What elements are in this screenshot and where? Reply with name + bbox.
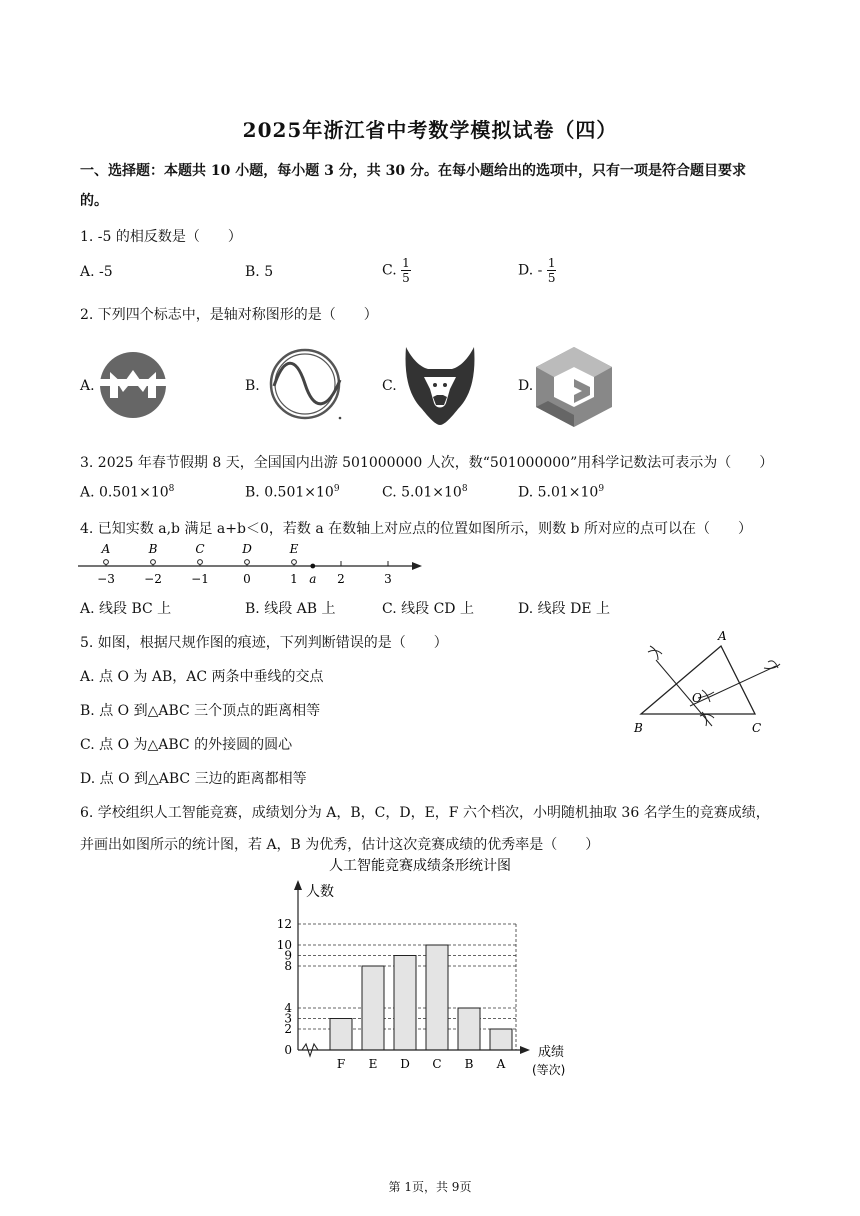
number-line-point-label: C <box>195 542 205 556</box>
triangle-label-o: O <box>692 691 702 705</box>
chart-bar-B <box>458 1008 480 1050</box>
number-line-point-label: B <box>148 542 158 556</box>
chart-x-tick-label: C <box>432 1057 442 1071</box>
number-line-tick-label: 1 <box>290 572 298 586</box>
chart-x-tick-label: B <box>464 1057 474 1071</box>
q6-stem-line1: 6. 学校组织人工智能竞赛，成绩划分为 A，B，C，D，E，F 六个档次，小明随机抽取 36 名学生的竞赛成绩， <box>80 805 770 821</box>
q1-c-denominator: 5 <box>402 271 410 285</box>
number-line-tick-label: 3 <box>384 572 392 586</box>
chart-bar-E <box>362 966 384 1050</box>
q3-a-exponent: 8 <box>168 484 175 494</box>
q4-option-b: B. 线段 AB 上 <box>245 601 336 617</box>
chart-bar-A <box>490 1029 512 1050</box>
q5-option-c: C. 点 O 为△ABC 的外接圆的圆心 <box>80 737 293 753</box>
q3-option-b <box>245 484 340 501</box>
q5-stem: 5. 如图，根据尺规作图的痕迹，下列判断错误的是（ ） <box>80 635 448 651</box>
number-line-point <box>151 560 156 565</box>
chart-y-tick-label: 3 <box>284 1011 292 1026</box>
logo-d-isometric-icon <box>534 345 614 429</box>
triangle-label-b: B <box>634 721 643 735</box>
q1-option-a: A. -5 <box>80 264 113 280</box>
number-line-point-label: D <box>242 542 252 556</box>
q4-option-a: A. 线段 BC 上 <box>80 601 172 617</box>
q2-stem: 2. 下列四个标志中，是轴对称图形的是（ ） <box>80 307 378 323</box>
perpendicular-bisector-ab <box>656 660 712 726</box>
q5-triangle-figure <box>628 622 790 740</box>
q3-a-base: A. 0.501×10 <box>80 484 169 501</box>
page-footer: 第 1页，共 9页 <box>388 1180 472 1194</box>
chart-y-tick-label: 8 <box>284 959 292 973</box>
q3-c-base: C. 5.01×10 <box>382 484 462 501</box>
q3-c-exponent: 8 <box>461 484 468 494</box>
q3-d-exponent: 9 <box>598 484 605 494</box>
q2-option-c: C. <box>382 378 397 394</box>
number-line-point <box>292 560 297 565</box>
triangle-label-c: C <box>752 721 762 735</box>
number-line-point <box>198 560 203 565</box>
chart-x-tick-label: D <box>400 1057 410 1071</box>
perpendicular-bisector-ac <box>690 666 776 706</box>
chart-bar-C <box>426 945 448 1050</box>
section-header-line1: 一、选择题：本题共 10 小题，每小题 3 分，共 30 分。在每小题给出的选项中，只有一项是符合题目要求 <box>80 163 746 179</box>
number-line-tick-label: −2 <box>144 572 162 586</box>
chart-y-label: 人数 <box>306 884 334 900</box>
q1-c-numerator: 1 <box>402 256 410 270</box>
chart-y-tick-label: 2 <box>284 1022 292 1036</box>
q3-d-base: D. 5.01×10 <box>518 484 599 501</box>
q6-stem-line2: 并画出如图所示的统计图，若 A，B 为优秀，估计这次竞赛成绩的优秀率是（ ） <box>80 837 600 853</box>
chart-x-tick-label: F <box>336 1057 346 1071</box>
logo-b-wave-icon <box>266 346 346 424</box>
chart-y-tick-label: 10 <box>276 938 292 952</box>
q3-option-a <box>80 484 174 501</box>
number-line-tick-label: −1 <box>191 572 209 586</box>
number-line-point <box>104 560 109 565</box>
number-line-tick-label: 0 <box>243 572 251 586</box>
number-line-arrow <box>412 562 422 570</box>
chart-x-label: 成绩 <box>538 1045 565 1060</box>
logo-c-bull-icon <box>402 345 478 427</box>
number-line-tick-label: 2 <box>337 572 345 586</box>
triangle-label-a: A <box>718 629 727 643</box>
q3-option-c <box>382 484 468 501</box>
q1-option-c-prefix: C. <box>382 262 397 279</box>
page-title: 2025年浙江省中考数学模拟试卷（四） <box>242 118 618 142</box>
q1-option-c-fraction <box>401 256 411 285</box>
q2-option-a: A. <box>80 378 95 394</box>
chart-x-tick-label: A <box>496 1057 506 1071</box>
q1-option-d-prefix: D. - <box>518 262 543 279</box>
chart-y-tick-label: 9 <box>284 948 292 963</box>
chart-bar-F <box>330 1019 352 1051</box>
number-line-point-label: A <box>101 542 111 556</box>
chart-x-arrow <box>520 1046 530 1054</box>
chart-y-arrow <box>294 880 302 890</box>
q5-option-a: A. 点 O 为 AB，AC 两条中垂线的交点 <box>80 669 324 685</box>
chart-y-tick-label: 12 <box>276 917 292 931</box>
q4-option-c: C. 线段 CD 上 <box>382 601 474 617</box>
number-line-a-point <box>310 564 315 569</box>
q3-stem: 3. 2025 年春节假期 8 天，全国国内出游 501000000 人次，数“501000000”用科学记数法可表示为（ ） <box>80 455 774 471</box>
q4-number-line <box>76 538 426 590</box>
number-line-point <box>245 560 250 565</box>
chart-x-tick-label: E <box>368 1057 378 1071</box>
chart-y-tick-label: 0 <box>284 1043 292 1057</box>
section-header-line2: 的。 <box>80 193 108 209</box>
chart-x-label-sub: (等次) <box>532 1063 566 1077</box>
q3-option-d <box>518 484 604 501</box>
q2-option-d: D. <box>518 378 534 394</box>
q3-b-exponent: 9 <box>333 484 340 494</box>
number-line-tick-label: −3 <box>97 572 115 586</box>
logo-a-metro-icon <box>96 348 170 422</box>
q1-option-d <box>518 256 556 285</box>
q1-d-denominator: 5 <box>547 271 556 285</box>
q1-stem: 1. -5 的相反数是（ ） <box>80 229 242 245</box>
q1-option-b: B. 5 <box>245 264 274 280</box>
q1-option-d-fraction <box>547 256 557 285</box>
q5-option-b: B. 点 O 到△ABC 三个顶点的距离相等 <box>80 703 321 719</box>
q1-option-c <box>382 256 411 285</box>
q5-option-d: D. 点 O 到△ABC 三边的距离都相等 <box>80 771 307 787</box>
chart-y-tick-label: 4 <box>284 1001 292 1015</box>
number-line-point-label: E <box>289 542 299 556</box>
q3-b-base: B. 0.501×10 <box>245 484 334 501</box>
q2-option-b: B. <box>245 378 260 394</box>
number-line-a-label: a <box>309 572 317 586</box>
q4-stem: 4. 已知实数 a,b 满足 a+b＜0，若数 a 在数轴上对应点的位置如图所示，则数 b 所对应的点可以在（ ） <box>80 521 752 537</box>
q6-bar-chart <box>270 852 590 1082</box>
chart-title: 人工智能竞赛成绩条形统计图 <box>329 858 511 874</box>
chart-bar-D <box>394 956 416 1051</box>
q1-d-numerator: 1 <box>547 256 556 270</box>
q4-option-d: D. 线段 DE 上 <box>518 601 610 617</box>
